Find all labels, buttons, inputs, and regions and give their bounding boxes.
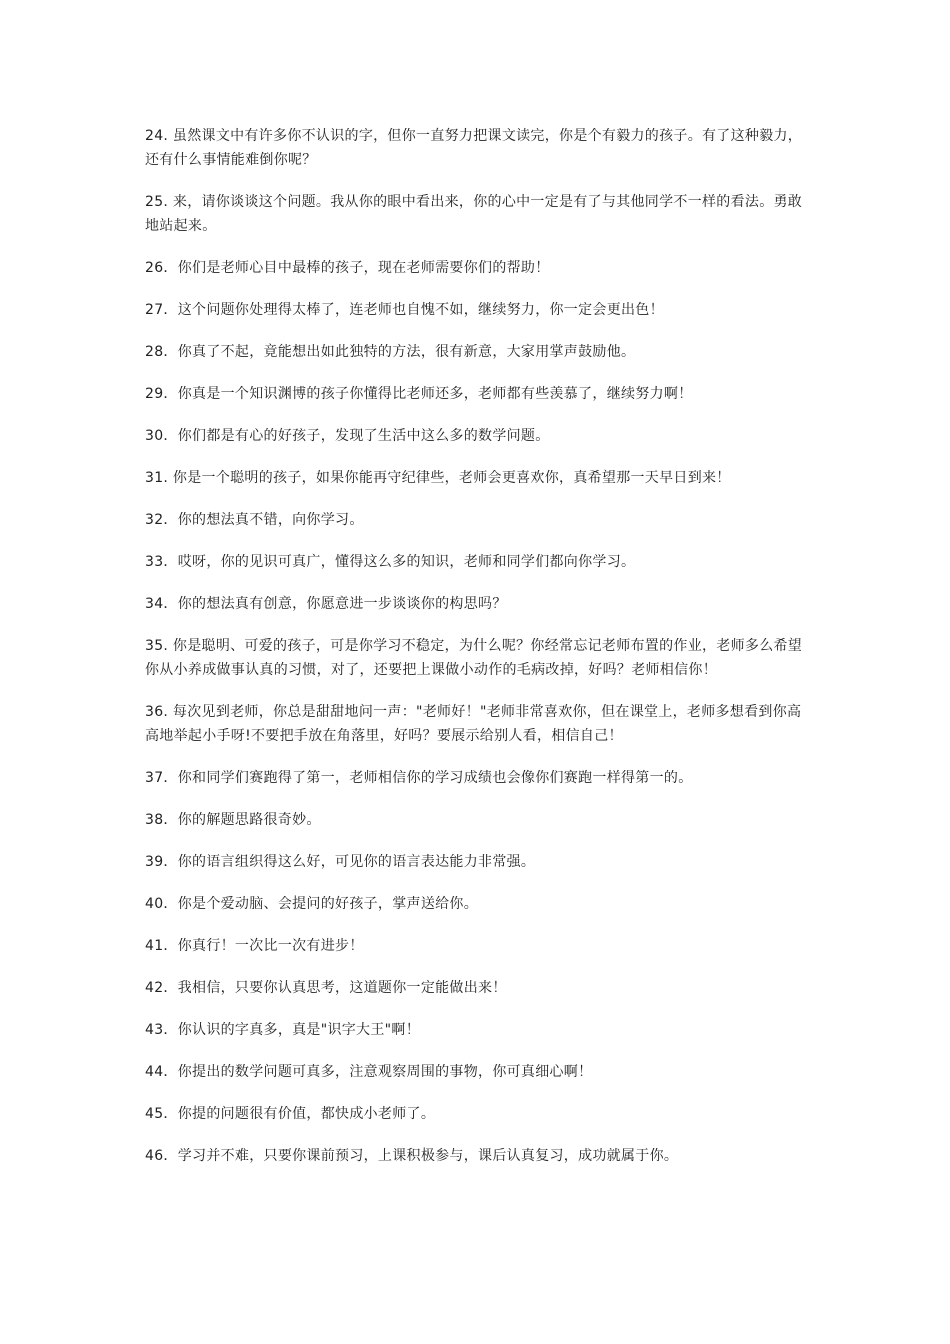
list-item: 41．你真行！一次比一次有进步！ [145, 938, 364, 954]
list-item: 38．你的解题思路很奇妙。 [145, 812, 321, 828]
list-item: 28．你真了不起，竟能想出如此独特的方法，很有新意，大家用掌声鼓励他。 [145, 344, 636, 360]
list-item: 31. 你是一个聪明的孩子，如果你能再守纪律些，老师会更喜欢你，真希望那一天早日到来！ [145, 470, 731, 486]
list-item: 36. 每次见到老师，你总是甜甜地问一声："老师好！"老师非常喜欢你，但在课堂上，老师多想看到你高高地举起小手呀!不要把手放在角落里，好吗？要展示给别人看，相信自己！ [145, 704, 802, 744]
list-item: 42．我相信，只要你认真思考，这道题你一定能做出来！ [145, 980, 507, 996]
list-item: 43．你认识的字真多，真是"识字大王"啊！ [145, 1022, 420, 1038]
list-item: 45．你提的问题很有价值，都快成小老师了。 [145, 1106, 436, 1122]
list-item: 32．你的想法真不错，向你学习。 [145, 512, 364, 528]
list-item: 44．你提出的数学问题可真多，注意观察周围的事物，你可真细心啊！ [145, 1064, 593, 1080]
list-item: 39．你的语言组织得这么好，可见你的语言表达能力非常强。 [145, 854, 536, 870]
list-item: 46．学习并不难，只要你课前预习，上课积极参与，课后认真复习，成功就属于你。 [145, 1148, 679, 1164]
list-item: 34．你的想法真有创意，你愿意进一步谈谈你的构思吗？ [145, 596, 507, 612]
list-item: 27．这个问题你处理得太棒了，连老师也自愧不如，继续努力，你一定会更出色！ [145, 302, 664, 318]
list-item: 35. 你是聪明、可爱的孩子，可是你学习不稳定，为什么呢？你经常忘记老师布置的作业，老师多么希望你从小养成做事认真的习惯，对了，还要把上课做小动作的毛病改掉，好吗？老师相信你！ [145, 638, 803, 678]
list-item: 29．你真是一个知识渊博的孩子你懂得比老师还多，老师都有些羡慕了，继续努力啊！ [145, 386, 693, 402]
list-item: 24. 虽然课文中有许多你不认识的字，但你一直努力把课文读完，你是个有毅力的孩子。有了这种毅力，还有什么事情能难倒你呢？ [145, 128, 803, 168]
list-item: 33．哎呀，你的见识可真广，懂得这么多的知识，老师和同学们都向你学习。 [145, 554, 636, 570]
list-item: 30．你们都是有心的好孩子，发现了生活中这么多的数学问题。 [145, 428, 550, 444]
list-item: 40．你是个爱动脑、会提问的好孩子，掌声送给你。 [145, 896, 479, 912]
list-item: 37．你和同学们赛跑得了第一，老师相信你的学习成绩也会像你们赛跑一样得第一的。 [145, 770, 693, 786]
list-item: 25. 来，请你谈谈这个问题。我从你的眼中看出来，你的心中一定是有了与其他同学不一样的看法。勇敢地站起来。 [145, 194, 803, 234]
document-body [145, 124, 813, 1186]
list-item: 26．你们是老师心目中最棒的孩子，现在老师需要你们的帮助！ [145, 260, 550, 276]
